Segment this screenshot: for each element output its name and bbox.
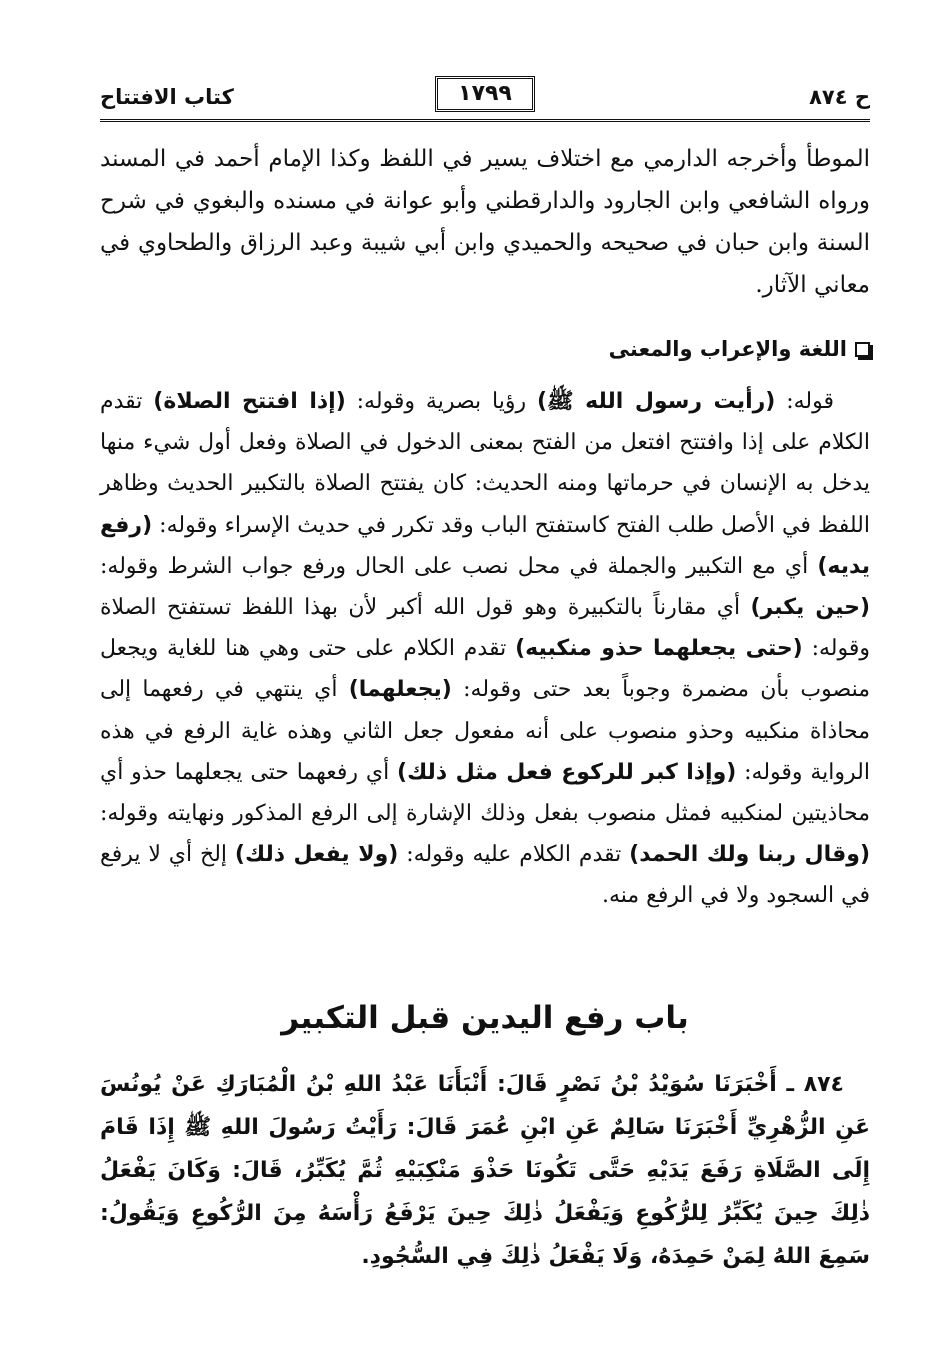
running-header	[100, 70, 870, 122]
quoted-phrase: (حين يكبر)	[750, 595, 871, 621]
explanation-paragraph	[100, 381, 870, 917]
quoted-phrase: (حتى يجعلهما حذو منكبيه)	[515, 636, 803, 662]
explanation-segment: تقدم الكلام على حتى وهي هنا للغاية ويجعل منصوب بأن مضمرة وجوباً بعد حتى وقوله:	[100, 636, 871, 703]
page-number-box: ١٧٩٩	[435, 76, 535, 112]
section-heading-text: اللغة والإعراب والمعنى	[608, 337, 847, 361]
explanation-segment: أي رفعهما حتى يجعلهما حذو أي محاذيتين لمنكبيه فمثل منصوب بفعل وذلك الإشارة إلى الرفع المذكور ونهايته وقوله:	[100, 759, 870, 827]
header-double-rule	[100, 119, 870, 122]
explanation-segment: أي مع التكبير والجملة في محل نصب على الحال ورفع جواب الشرط وقوله:	[100, 553, 818, 579]
chapter-title: باب رفع اليدين قبل التكبير	[281, 1000, 689, 1036]
book-title: كتاب الافتتاح	[100, 85, 234, 109]
quoted-phrase: (رأيت رسول الله ﷺ)	[537, 389, 776, 414]
takhrij-text: الموطأ وأخرجه الدارمي مع اختلاف يسير في اللفظ وكذا الإمام أحمد في المسند ورواه الشافعي وابن الجارود والدارقطني وأبو عوانة في مسنده والبغوي في شرح السنة وابن حبان في صحيحه والحميدي وابن أبي شيبة وعبد الرزاق والطحاوي في معاني الآثار.	[100, 146, 870, 298]
hadith-paragraph	[100, 1063, 870, 1278]
explanation-text	[100, 381, 870, 917]
square-bullet-icon	[855, 342, 870, 357]
takhrij-paragraph	[100, 138, 870, 306]
quoted-phrase: (وإذا كبر للركوع فعل مثل ذلك)	[397, 759, 737, 785]
quoted-phrase: (إذا افتتح الصلاة)	[153, 389, 346, 414]
explanation-segment: رؤيا بصرية وقوله:	[345, 389, 537, 414]
quoted-phrase: (وقال ربنا ولك الحمد)	[629, 842, 871, 868]
quoted-phrase: (يجعلهما)	[348, 677, 452, 703]
quoted-phrase: (رفع يديه)	[100, 512, 870, 579]
quoted-phrase: (ولا يفعل ذلك)	[234, 842, 399, 868]
explanation-segment: أي مقارناً بالتكبيرة وهو قول الله أكبر لأن بهذا اللفظ تستفتح الصلاة وقوله:	[100, 595, 870, 662]
explanation-segment: تقدم الكلام عليه وقوله:	[398, 842, 630, 868]
explanation-segment: قوله:	[775, 389, 834, 414]
explanation-segment: أي ينتهي في رفعهما إلى محاذاة منكبيه وحذو منصوب على أنه مفعول جعل الثاني وهذه غاية الرفع في هذه الرواية وقوله:	[100, 677, 870, 785]
hadith-reference: ح ٨٧٤	[809, 85, 870, 109]
section-heading	[100, 337, 870, 361]
explanation-segment: تقدم الكلام على إذا وافتتح افتعل من الفتح بمعنى الدخول في الصلاة وفعل أول شيء منها يدخل به الإنسان في حرماتها ومنه الحديث: كان يفتتح الصلاة بالتكبير الحديث وظاهر اللفظ في الأصل طلب الفتح كاستفتح الباب وقد تكرر في حديث الإسراء وقوله:	[100, 389, 870, 538]
explanation-segment: إلخ أي لا يرفع في السجود ولا في الرفع منه.	[100, 842, 870, 909]
hadith-text: ٨٧٤ ـ أَخْبَرَنَا سُوَيْدُ بْنُ نَصْرٍ قَالَ: أَنْبَأَنَا عَبْدُ اللهِ بْنُ الْمُبَارَكِ عَنْ يُونُسَ عَنِ الزُّهْرِيِّ أَخْبَرَنَا سَالِمٌ عَنِ ابْنِ عُمَرَ قَالَ: رَأَيْتُ رَسُولَ اللهِ ﷺ إِذَا قَامَ إِلَى الصَّلَاةِ رَفَعَ يَدَيْهِ حَتَّى تَكُونَا حَذْوَ مَنْكِبَيْهِ ثُمَّ يُكَبِّرُ، قَالَ: وَكَانَ يَفْعَلُ ذٰلِكَ حِينَ يُكَبِّرُ لِلرُّكُوعِ وَيَفْعَلُ ذٰلِكَ حِينَ يَرْفَعُ رَأْسَهُ مِنَ الرُّكُوعِ وَيَقُولُ: سَمِعَ اللهُ لِمَنْ حَمِدَهُ، وَلَا يَفْعَلُ ذٰلِكَ فِي السُّجُودِ.	[100, 1072, 870, 1269]
